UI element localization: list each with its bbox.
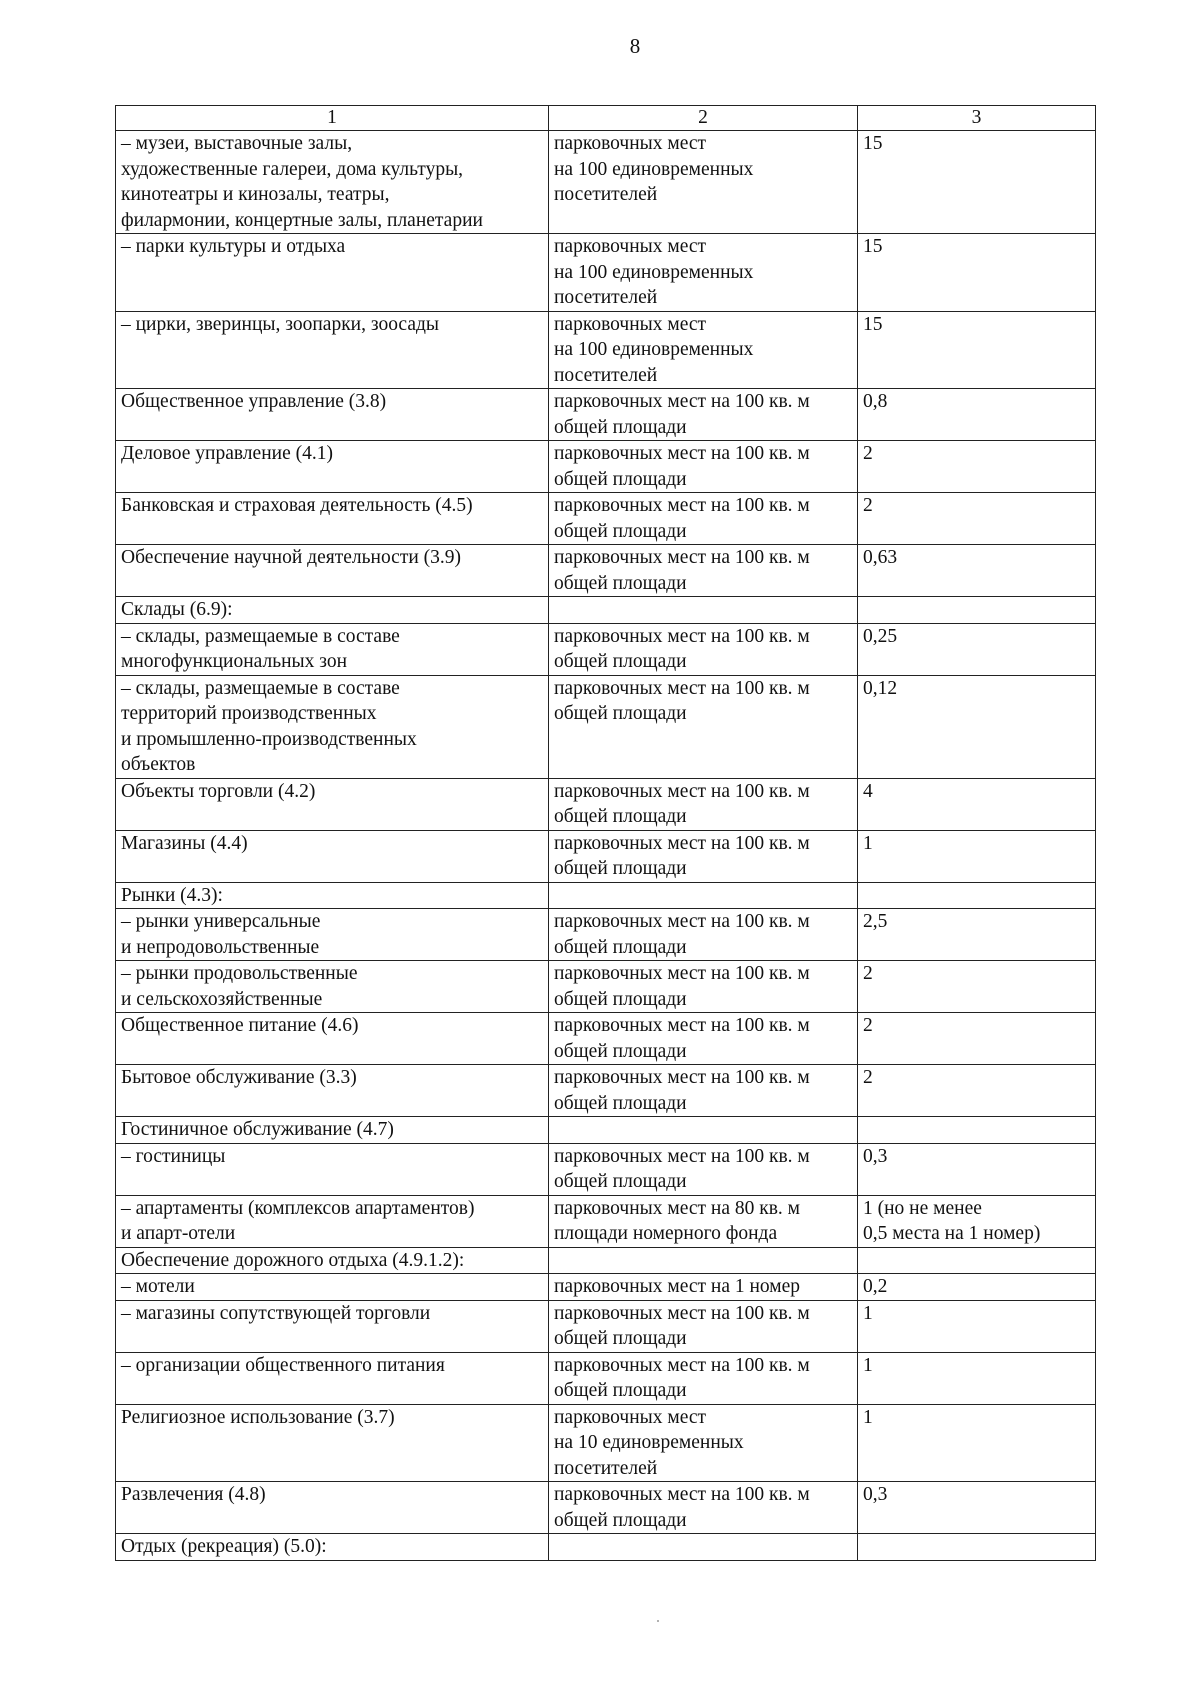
object-type-cell: – рынки универсальные и непродовольственные [116,909,549,961]
object-type-cell: Деловое управление (4.1) [116,441,549,493]
object-type-cell: – музеи, выставочные залы, художественные галереи, дома культуры, кинотеатры и кинозалы, театры, филармонии, концертные залы, планетарии [116,131,549,234]
object-type-cell: – апартаменты (комплексов апартаментов) и апарт-отели [116,1195,549,1247]
unit-cell: парковочных мест на 100 кв. м общей площади [549,1352,858,1404]
scan-speck [657,1620,659,1622]
norm-value-cell: 1 [858,830,1096,882]
unit-cell [549,882,858,909]
unit-cell: парковочных мест на 100 кв. м общей площади [549,1065,858,1117]
table-row [116,961,1096,1013]
object-type-cell: Религиозное использование (3.7) [116,1404,549,1482]
object-type-cell: Общественное питание (4.6) [116,1013,549,1065]
table-row [116,1352,1096,1404]
table-row [116,1195,1096,1247]
norm-value-cell: 2 [858,441,1096,493]
table-row [116,234,1096,312]
norm-value-cell: 2,5 [858,909,1096,961]
unit-cell [549,1117,858,1144]
object-type-cell: Магазины (4.4) [116,830,549,882]
unit-cell [549,597,858,624]
table-row [116,1013,1096,1065]
norm-value-cell: 1 [858,1404,1096,1482]
table-row [116,1117,1096,1144]
norm-value-cell: 1 (но не менее 0,5 места на 1 номер) [858,1195,1096,1247]
table-row [116,623,1096,675]
object-type-cell: Общественное управление (3.8) [116,389,549,441]
object-type-cell: Отдых (рекреация) (5.0): [116,1534,549,1561]
object-type-cell: – мотели [116,1274,549,1301]
unit-cell: парковочных мест на 100 кв. м общей площади [549,545,858,597]
norm-value-cell: 0,63 [858,545,1096,597]
unit-cell: парковочных мест на 100 кв. м общей площади [549,623,858,675]
unit-cell: парковочных мест на 80 кв. м площади номерного фонда [549,1195,858,1247]
object-type-cell: Бытовое обслуживание (3.3) [116,1065,549,1117]
object-type-cell: Развлечения (4.8) [116,1482,549,1534]
norm-value-cell: 2 [858,493,1096,545]
unit-cell: парковочных мест на 100 кв. м общей площади [549,389,858,441]
object-type-cell: – рынки продовольственные и сельскохозяйственные [116,961,549,1013]
table-row [116,1482,1096,1534]
norm-value-cell [858,882,1096,909]
object-type-cell: – парки культуры и отдыха [116,234,549,312]
object-type-cell: – организации общественного питания [116,1352,549,1404]
unit-cell: парковочных мест на 100 кв. м общей площади [549,1482,858,1534]
table-row [116,131,1096,234]
table-row [116,778,1096,830]
norm-value-cell: 0,2 [858,1274,1096,1301]
unit-cell: парковочных мест на 1 номер [549,1274,858,1301]
unit-cell: парковочных мест на 100 кв. м общей площади [549,1013,858,1065]
table-row [116,882,1096,909]
header-row [116,106,1096,131]
norm-value-cell: 0,8 [858,389,1096,441]
norm-value-cell: 2 [858,1065,1096,1117]
norm-value-cell [858,1117,1096,1144]
unit-cell: парковочных мест на 100 кв. м общей площади [549,493,858,545]
table-row [116,597,1096,624]
unit-cell [549,1534,858,1561]
object-type-cell: Гостиничное обслуживание (4.7) [116,1117,549,1144]
table-row [116,441,1096,493]
unit-cell: парковочных мест на 100 единовременных посетителей [549,131,858,234]
object-type-cell: Банковская и страховая деятельность (4.5) [116,493,549,545]
object-type-cell: – гостиницы [116,1143,549,1195]
column-header: 1 [116,106,549,131]
norm-value-cell: 0,12 [858,675,1096,778]
norm-value-cell: 1 [858,1300,1096,1352]
table-row [116,1247,1096,1274]
table-row [116,675,1096,778]
norm-value-cell: 0,25 [858,623,1096,675]
unit-cell: парковочных мест на 100 единовременных посетителей [549,311,858,389]
norm-value-cell: 0,3 [858,1143,1096,1195]
norm-value-cell [858,597,1096,624]
unit-cell: парковочных мест на 100 кв. м общей площади [549,441,858,493]
object-type-cell: Объекты торговли (4.2) [116,778,549,830]
table-row [116,1065,1096,1117]
table-row [116,493,1096,545]
norm-value-cell: 4 [858,778,1096,830]
object-type-cell: – цирки, зверинцы, зоопарки, зоосады [116,311,549,389]
page-number: 8 [629,34,641,58]
norm-value-cell: 1 [858,1352,1096,1404]
table-row [116,311,1096,389]
unit-cell: парковочных мест на 100 кв. м общей площади [549,778,858,830]
norm-value-cell: 15 [858,131,1096,234]
object-type-cell: – склады, размещаемые в составе многофункциональных зон [116,623,549,675]
unit-cell: парковочных мест на 100 кв. м общей площади [549,961,858,1013]
unit-cell: парковочных мест на 100 кв. м общей площади [549,830,858,882]
object-type-cell: Склады (6.9): [116,597,549,624]
unit-cell: парковочных мест на 100 единовременных посетителей [549,234,858,312]
norm-value-cell [858,1247,1096,1274]
table-row [116,1143,1096,1195]
table-row [116,389,1096,441]
unit-cell: парковочных мест на 100 кв. м общей площади [549,1143,858,1195]
norm-value-cell: 15 [858,234,1096,312]
norm-value-cell: 2 [858,1013,1096,1065]
table-row [116,1534,1096,1561]
table-body [116,131,1096,1561]
table-row [116,1300,1096,1352]
table-row [116,545,1096,597]
unit-cell: парковочных мест на 10 единовременных посетителей [549,1404,858,1482]
unit-cell [549,1247,858,1274]
object-type-cell: Обеспечение научной деятельности (3.9) [116,545,549,597]
norm-value-cell: 0,3 [858,1482,1096,1534]
parking-norms-table [115,105,1096,1561]
column-header: 3 [858,106,1096,131]
table-row [116,1404,1096,1482]
norm-value-cell: 2 [858,961,1096,1013]
unit-cell: парковочных мест на 100 кв. м общей площади [549,909,858,961]
unit-cell: парковочных мест на 100 кв. м общей площади [549,675,858,778]
table-header [116,106,1096,131]
table-row [116,1274,1096,1301]
object-type-cell: Рынки (4.3): [116,882,549,909]
table-row [116,909,1096,961]
unit-cell: парковочных мест на 100 кв. м общей площади [549,1300,858,1352]
table-row [116,830,1096,882]
norm-value-cell: 15 [858,311,1096,389]
column-header: 2 [549,106,858,131]
norm-value-cell [858,1534,1096,1561]
object-type-cell: – магазины сопутствующей торговли [116,1300,549,1352]
object-type-cell: – склады, размещаемые в составе территорий производственных и промышленно-производственных объектов [116,675,549,778]
object-type-cell: Обеспечение дорожного отдыха (4.9.1.2): [116,1247,549,1274]
